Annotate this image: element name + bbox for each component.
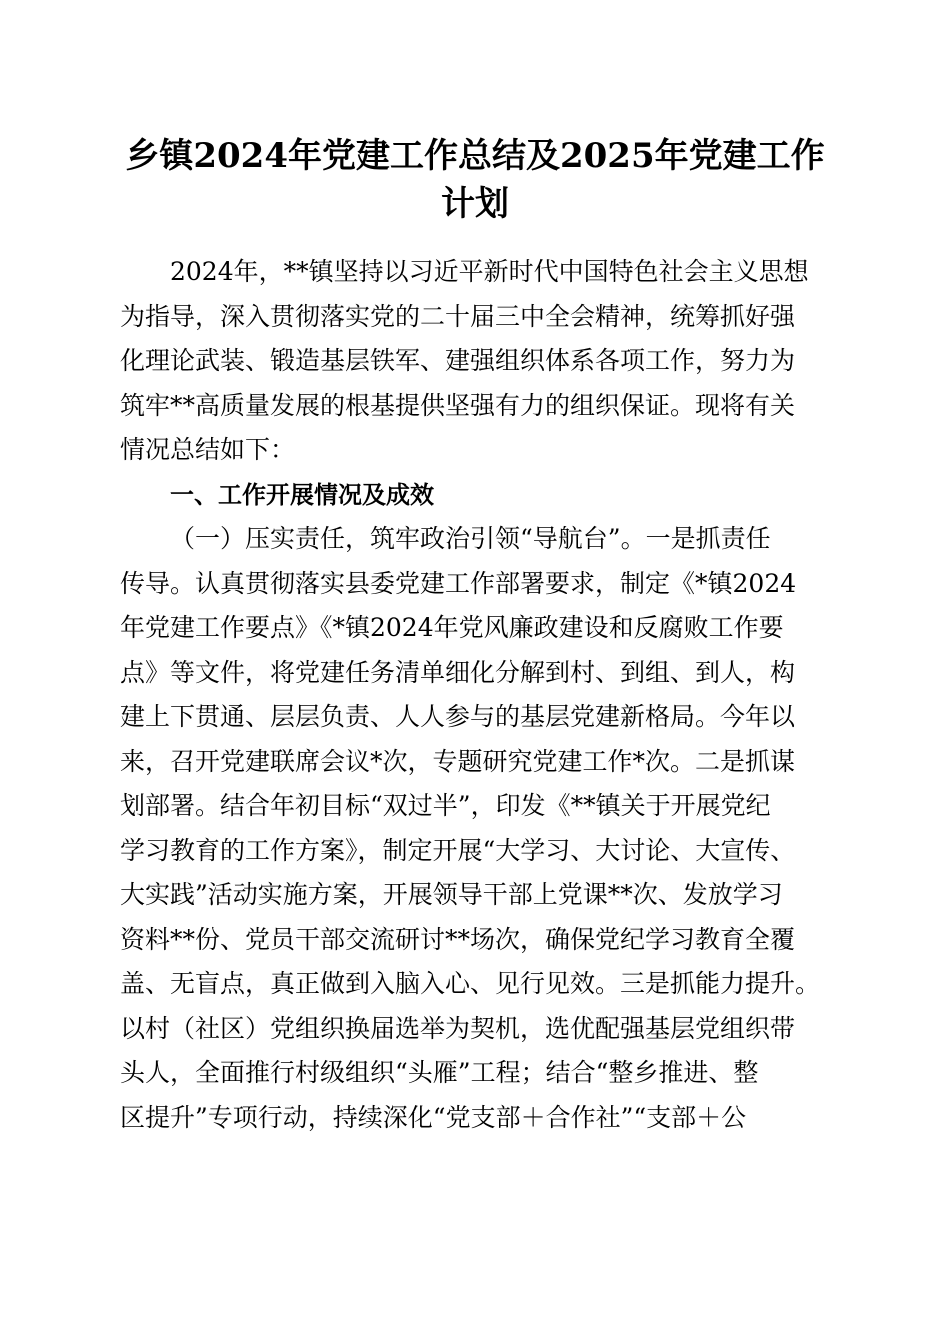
intro-line: 为指导，深入贯彻落实党的二十届三中全会精神，统筹抓好强 (120, 301, 796, 331)
document-title (100, 132, 850, 228)
section-line: 划部署。结合年初目标“双过半”，印发《**镇关于开展党纪 (120, 791, 771, 820)
title-line-1: 乡镇2024年党建工作总结及2025年党建工作 (125, 136, 825, 176)
section-line: 盖、无盲点，真正做到入脑入心、见行见效。三是抓能力提升。 (120, 969, 821, 998)
section-line: 大实践”活动实施方案，开展领导干部上党课**次、发放学习 (120, 880, 783, 909)
document-body (120, 250, 834, 1140)
section-line: 学习教育的工作方案》，制定开展“大学习、大讨论、大宣传、 (120, 835, 796, 865)
section-line: 来，召开党建联席会议*次，专题研究党建工作*次。二是抓谋 (120, 746, 796, 776)
section-heading: 一、工作开展情况及成效 (170, 480, 434, 509)
section-line: （一）压实责任，筑牢政治引领“导航台”。一是抓责任 (170, 524, 771, 553)
section-line: 资料**份、党员干部交流研讨**场次，确保党纪学习教育全覆 (120, 924, 796, 954)
section-line: 以村（社区）党组织换届选举为契机，选优配强基层党组织带 (120, 1013, 796, 1043)
section-line: 点》等文件，将党建任务清单细化分解到村、到组、到人，构 (120, 657, 796, 687)
section-line: 年党建工作要点》《*镇2024年党风廉政建设和反腐败工作要 (120, 613, 784, 642)
intro-line: 2024年，**镇坚持以习近平新时代中国特色社会主义思想 (170, 257, 809, 286)
section-line: 区提升”专项行动，持续深化“党支部＋合作社”“支部＋公 (120, 1102, 747, 1132)
title-line-2: 计划 (441, 184, 509, 224)
section-line: 建上下贯通、层层负责、人人参与的基层党建新格局。今年以 (120, 702, 796, 731)
section-line: 头人，全面推行村级组织“头雁”工程；结合“整乡推进、整 (120, 1058, 759, 1087)
intro-line: 情况总结如下： (120, 435, 296, 464)
section-line: 传导。认真贯彻落实县委党建工作部署要求，制定《*镇2024 (120, 568, 797, 598)
intro-line: 筑牢**高质量发展的根基提供坚强有力的组织保证。现将有关 (120, 390, 796, 420)
intro-line: 化理论武装、锻造基层铁军、建强组织体系各项工作，努力为 (120, 346, 796, 375)
